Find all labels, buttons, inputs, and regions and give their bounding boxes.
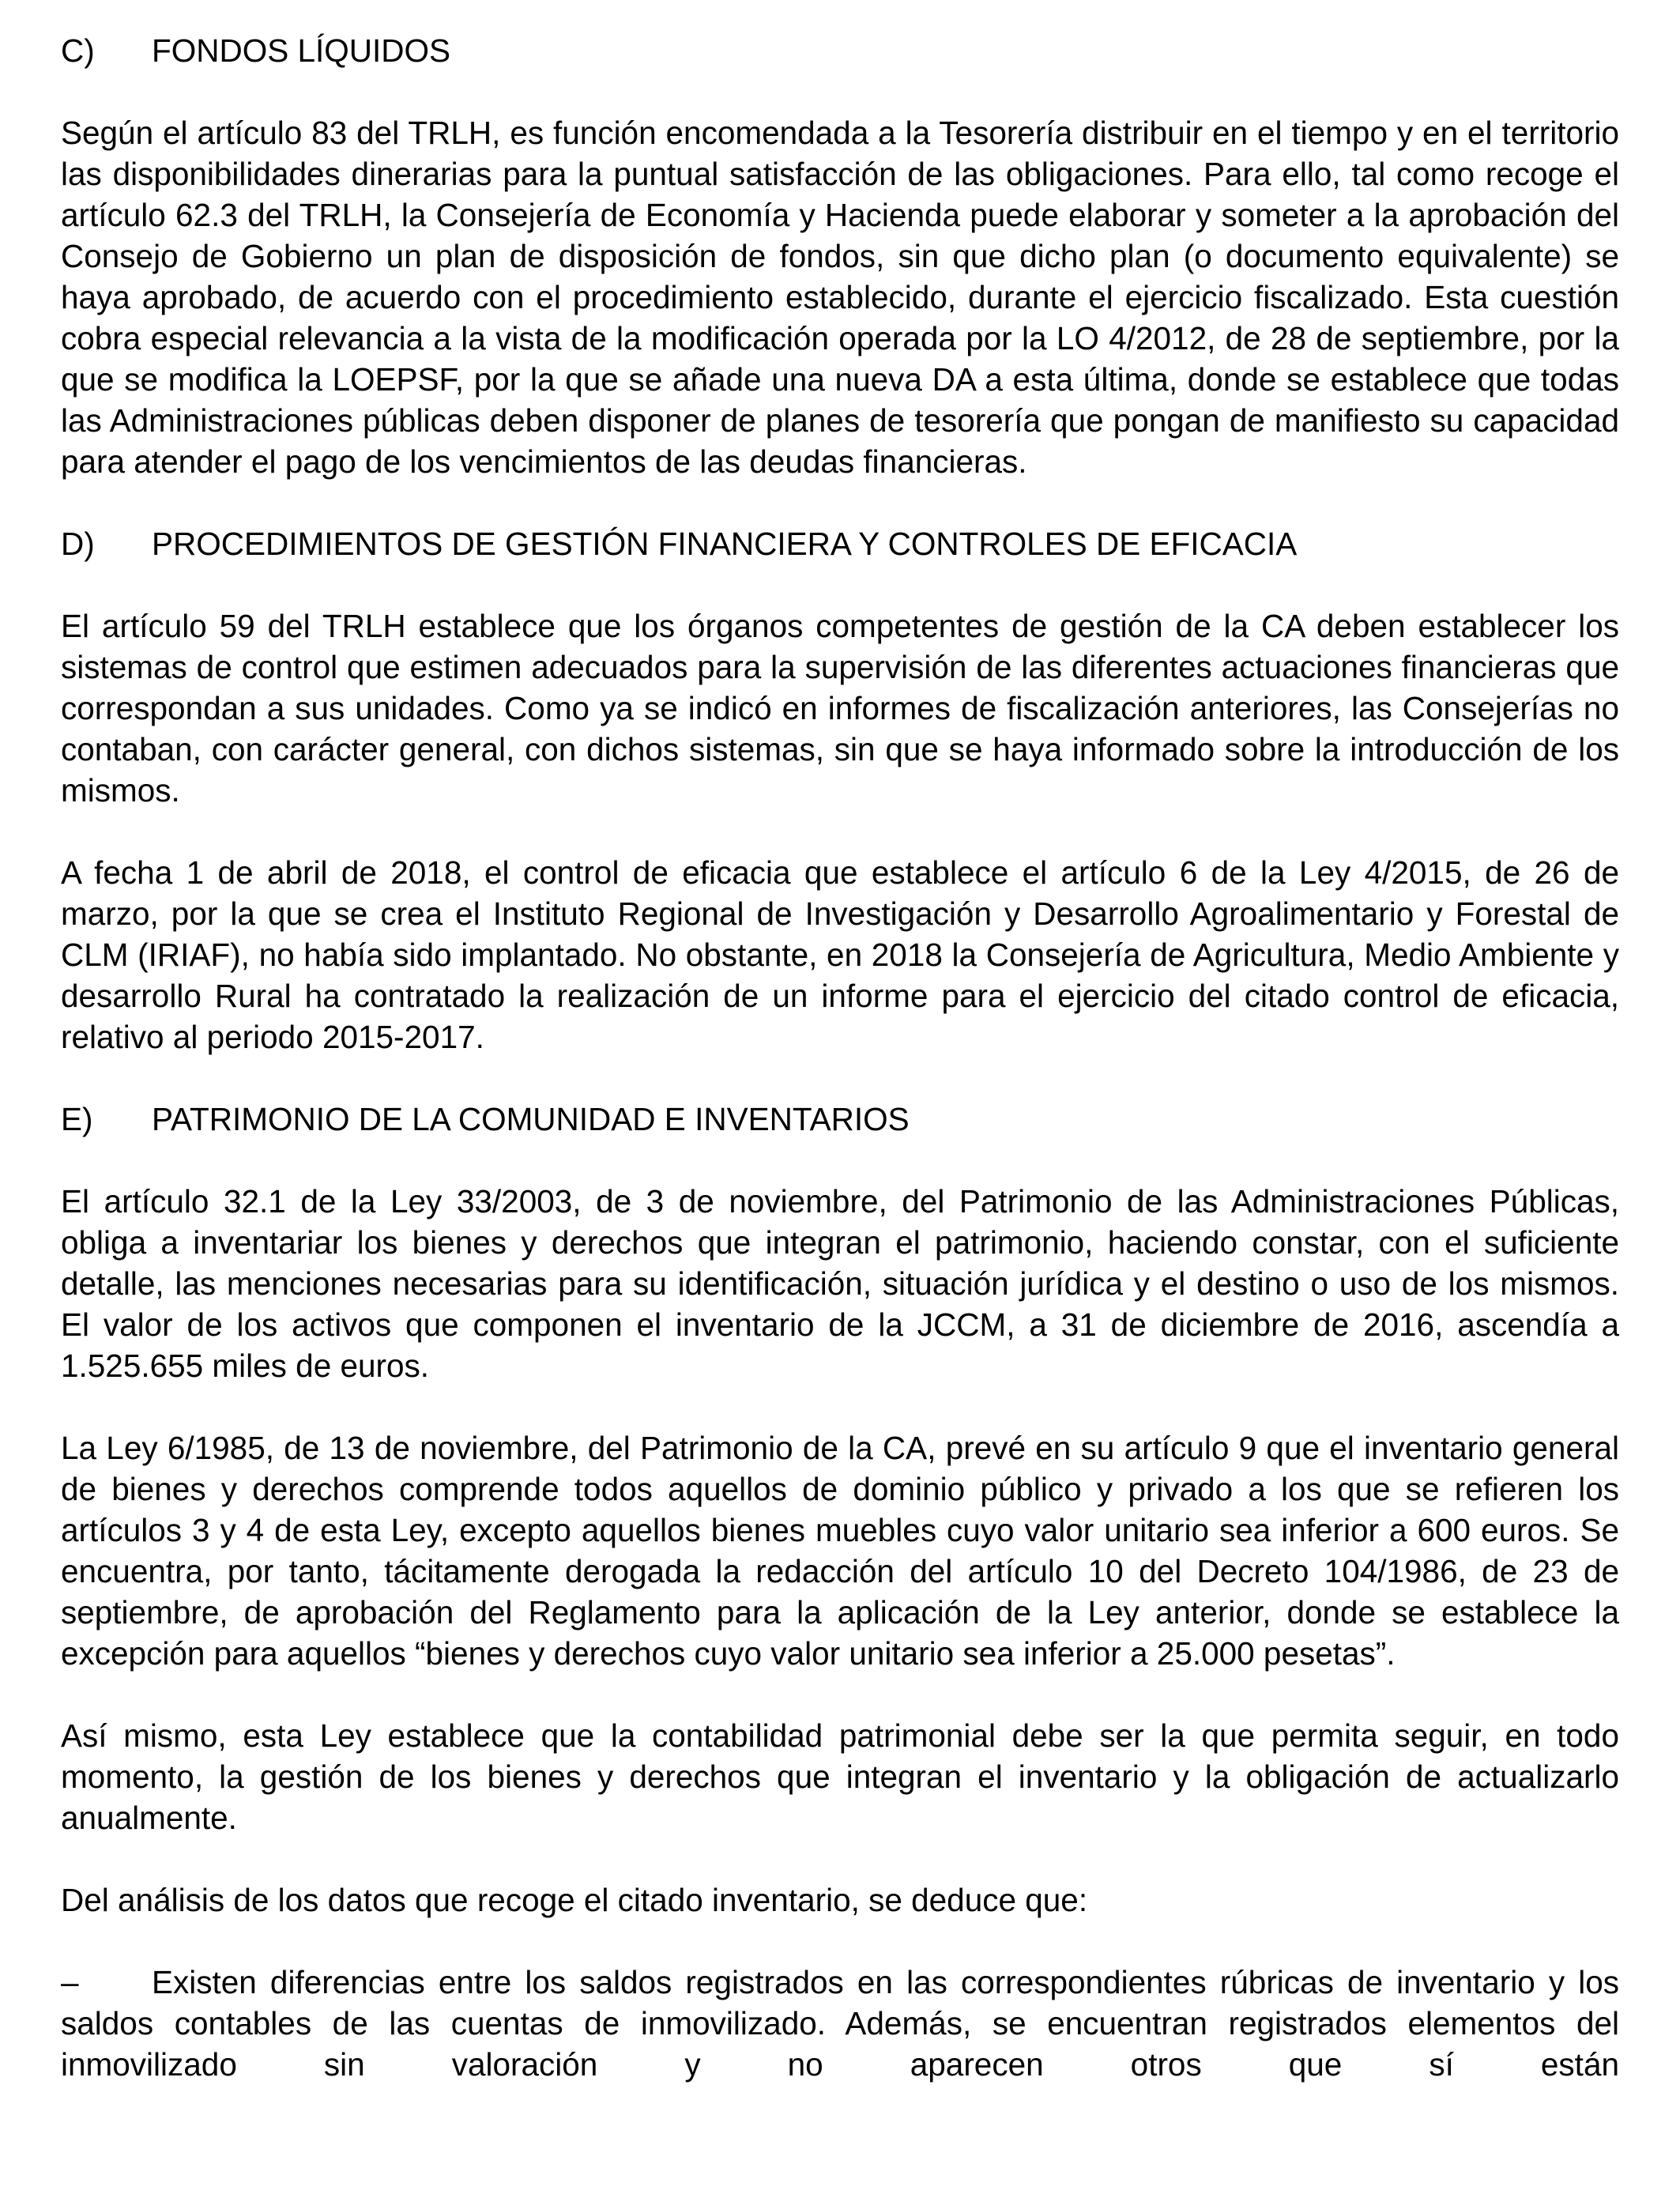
- paragraph-control-eficacia: A fecha 1 de abril de 2018, el control de eficacia que establece el artículo 6 de la Ley 4/2015, de 26 de marzo, por la que se crea el Instituto Regional de Investigación y Desarrollo Agroalimentario y Forestal de CLM (IRIAF), no había sido implantado. No obstante, en 2018 la Consejería de Agricultura, Medio Ambiente y desarrollo Rural ha contratado la realización de un informe para el ejercicio del citado control de eficacia, relativo al periodo 2015-2017.: [61, 854, 1619, 1055]
- paragraph-inventario-general: La Ley 6/1985, de 13 de noviembre, del Patrimonio de la CA, prevé en su artículo 9 que el inventario general de bienes y derechos comprende todos aquellos de dominio público y privado a los que se refieren los artículos 3 y 4 de esta Ley, excepto aquellos bienes muebles cuyo valor unitario sea inferior a 600 euros. Se encuentra, por tanto, tácitamente derogada la redacción del artículo 10 del Decreto 104/1986, de 23 de septiembre, de aprobación del Reglamento para la aplicación de la Ley anterior, donde se establece la excepción para aquellos “bienes y derechos cuyo valor unitario sea inferior a 25.000 pesetas”.: [61, 1430, 1619, 1672]
- section-title: FONDOS LÍQUIDOS: [152, 32, 451, 69]
- paragraph-fondos-liquidos: Según el artículo 83 del TRLH, es función encomendada a la Tesorería distribuir en el tiempo y en el territorio las disponibilidades dinerarias para la puntual satisfacción de las obligaciones. Para ello, tal como recoge el artículo 62.3 del TRLH, la Consejería de Economía y Hacienda puede elaborar y someter a la aprobación del Consejo de Gobierno un plan de disposición de fondos, sin que dicho plan (o documento equivalente) se haya aprobado, de acuerdo con el procedimiento establecido, durante el ejercicio fiscalizado. Esta cuestión cobra especial relevancia a la vista de la modificación operada por la LO 4/2012, de 28 de septiembre, por la que se modifica la LOEPSF, por la que se añade una nueva DA a esta última, donde se establece que todas las Administraciones públicas deben disponer de planes de tesorería que pongan de manifiesto su capacidad para atender el pago de los vencimientos de las deudas financieras.: [61, 115, 1619, 480]
- bullet-text: Existen diferencias entre los saldos registrados en las correspondientes rúbricas de inventario y los saldos contables de las cuentas de inmovilizado. Además, se encuentran registrados elementos del inmovilizado sin valoración y no aparecen otros que sí están: [61, 1964, 1619, 2083]
- section-letter: C): [61, 32, 95, 69]
- section-title: PATRIMONIO DE LA COMUNIDAD E INVENTARIOS: [152, 1101, 910, 1137]
- section-title: PROCEDIMIENTOS DE GESTIÓN FINANCIERA Y CONTROLES DE EFICACIA: [152, 526, 1298, 562]
- document-page: [61, 30, 1619, 2085]
- paragraph-contabilidad-patrimonial: Así mismo, esta Ley establece que la contabilidad patrimonial debe ser la que permita seguir, en todo momento, la gestión de los bienes y derechos que integran el inventario y la obligación de actualizarlo anualmente.: [61, 1717, 1619, 1836]
- paragraph-ley-patrimonio: El artículo 32.1 de la Ley 33/2003, de 3 de noviembre, del Patrimonio de las Administraciones Públicas, obliga a inventariar los bienes y derechos que integran el patrimonio, haciendo constar, con el suficiente detalle, las menciones necesarias para su identificación, situación jurídica y el destino o uso de los mismos. El valor de los activos que componen el inventario de la JCCM, a 31 de diciembre de 2016, ascendía a 1.525.655 miles de euros.: [61, 1183, 1619, 1384]
- list-item: [61, 1962, 1619, 2085]
- bullet-dash: –: [61, 1964, 79, 2000]
- paragraph-analisis-datos: Del análisis de los datos que recoge el citado inventario, se deduce que:: [61, 1882, 1088, 1918]
- section-heading-c: [61, 30, 1619, 71]
- section-letter: E): [61, 1101, 93, 1137]
- section-heading-e: [61, 1099, 1619, 1140]
- paragraph-sistemas-control: El artículo 59 del TRLH establece que los órganos competentes de gestión de la CA deben establecer los sistemas de control que estimen adecuados para la supervisión de las diferentes actuaciones financieras que correspondan a sus unidades. Como ya se indicó en informes de fiscalización anteriores, las Consejerías no contaban, con carácter general, con dichos sistemas, sin que se haya informado sobre la introducción de los mismos.: [61, 608, 1619, 809]
- section-heading-d: [61, 523, 1619, 564]
- section-letter: D): [61, 526, 95, 562]
